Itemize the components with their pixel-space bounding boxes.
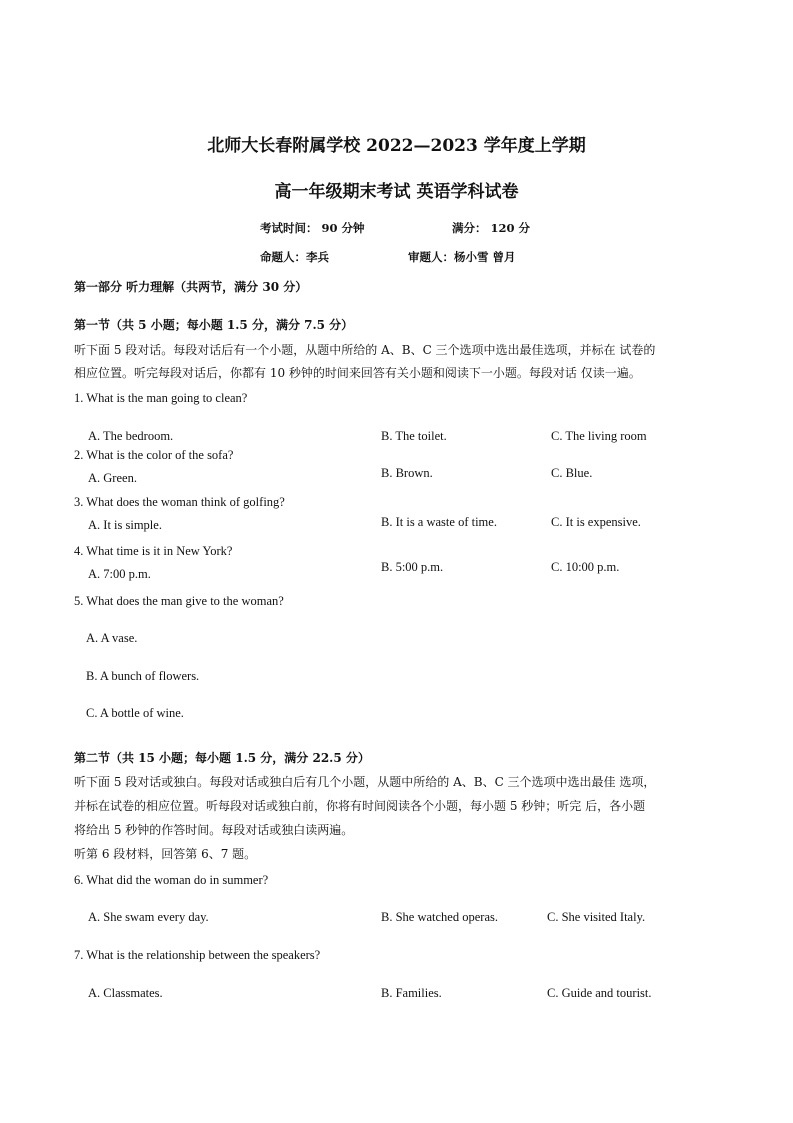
school-title: 北师大长春附属学校 2022—2023 学年度上学期 <box>207 136 586 156</box>
question-4-stem: 4. What time is it in New York? <box>74 544 233 558</box>
question-6-option-a: A. She swam every day. <box>88 910 209 924</box>
question-5-stem: 5. What does the man give to the woman? <box>74 594 284 608</box>
full-score: 满分： 120 分 <box>452 221 531 235</box>
question-5-option-a: A. A vase. <box>86 631 138 645</box>
question-reviewer: 审题人：杨小雪 曾月 <box>408 250 516 264</box>
question-4-option-b: B. 5:00 p.m. <box>381 560 444 574</box>
question-5-option-c: C. A bottle of wine. <box>86 706 184 720</box>
question-3-option-c: C. It is expensive. <box>551 515 641 529</box>
exam-title: 高一年级期末考试 英语学科试卷 <box>274 182 519 202</box>
question-2-option-c: C. Blue. <box>551 466 593 480</box>
question-3-option-a: A. It is simple. <box>88 518 162 532</box>
section1-instruction-line1: 听下面 5 段对话。每段对话后有一个小题，从题中所给的 A、B、C 三个选项中选出最佳选项，并标在 试卷的 <box>74 343 656 357</box>
section2-material-line: 听第 6 段材料，回答第 6、7 题。 <box>74 847 257 861</box>
section2-instruction-line2: 并标在试卷的相应位置。听每段对话或独白前，你将有时间阅读各个小题，每小题 5 秒钟；听完 后，各小题 <box>74 799 646 813</box>
question-7-stem: 7. What is the relationship between the speakers? <box>74 948 321 962</box>
question-6-option-c: C. She visited Italy. <box>547 910 646 924</box>
question-7-option-b: B. Families. <box>381 986 442 1000</box>
question-author: 命题人：李兵 <box>260 250 329 264</box>
question-5-option-b: B. A bunch of flowers. <box>86 669 200 683</box>
question-3-option-b: B. It is a waste of time. <box>381 515 497 529</box>
question-7-option-c: C. Guide and tourist. <box>547 986 652 1000</box>
exam-time: 考试时间： 90 分钟 <box>260 221 365 235</box>
question-3-stem: 3. What does the woman think of golfing? <box>74 495 285 509</box>
question-2-option-a: A. Green. <box>88 471 137 485</box>
question-4-option-a: A. 7:00 p.m. <box>88 567 151 581</box>
part1-heading: 第一部分 听力理解（共两节，满分 30 分） <box>74 280 308 294</box>
question-6-option-b: B. She watched operas. <box>381 910 498 924</box>
question-1-option-c: C. The living room <box>551 429 647 443</box>
section2-instruction-line1: 听下面 5 段对话或独白。每段对话或独白后有几个小题，从题中所给的 A、B、C 三个选项中选出最佳 选项， <box>74 775 656 789</box>
section2-heading: 第二节（共 15 小题；每小题 1.5 分，满分 22.5 分） <box>74 751 370 765</box>
section1-instruction-line2: 相应位置。听完每段对话后，你都有 10 秒钟的时间来回答有关小题和阅读下一小题。每段对话 仅读一遍。 <box>74 366 641 380</box>
section1-heading: 第一节（共 5 小题；每小题 1.5 分，满分 7.5 分） <box>74 318 354 332</box>
question-6-stem: 6. What did the woman do in summer? <box>74 873 269 887</box>
question-2-stem: 2. What is the color of the sofa? <box>74 448 234 462</box>
question-1-option-a: A. The bedroom. <box>88 429 174 443</box>
question-1-stem: 1. What is the man going to clean? <box>74 391 248 405</box>
question-4-option-c: C. 10:00 p.m. <box>551 560 620 574</box>
question-1-option-b: B. The toilet. <box>381 429 447 443</box>
question-7-option-a: A. Classmates. <box>88 986 163 1000</box>
section2-instruction-line3: 将给出 5 秒钟的作答时间。每段对话或独白读两遍。 <box>74 823 354 837</box>
question-2-option-b: B. Brown. <box>381 466 433 480</box>
